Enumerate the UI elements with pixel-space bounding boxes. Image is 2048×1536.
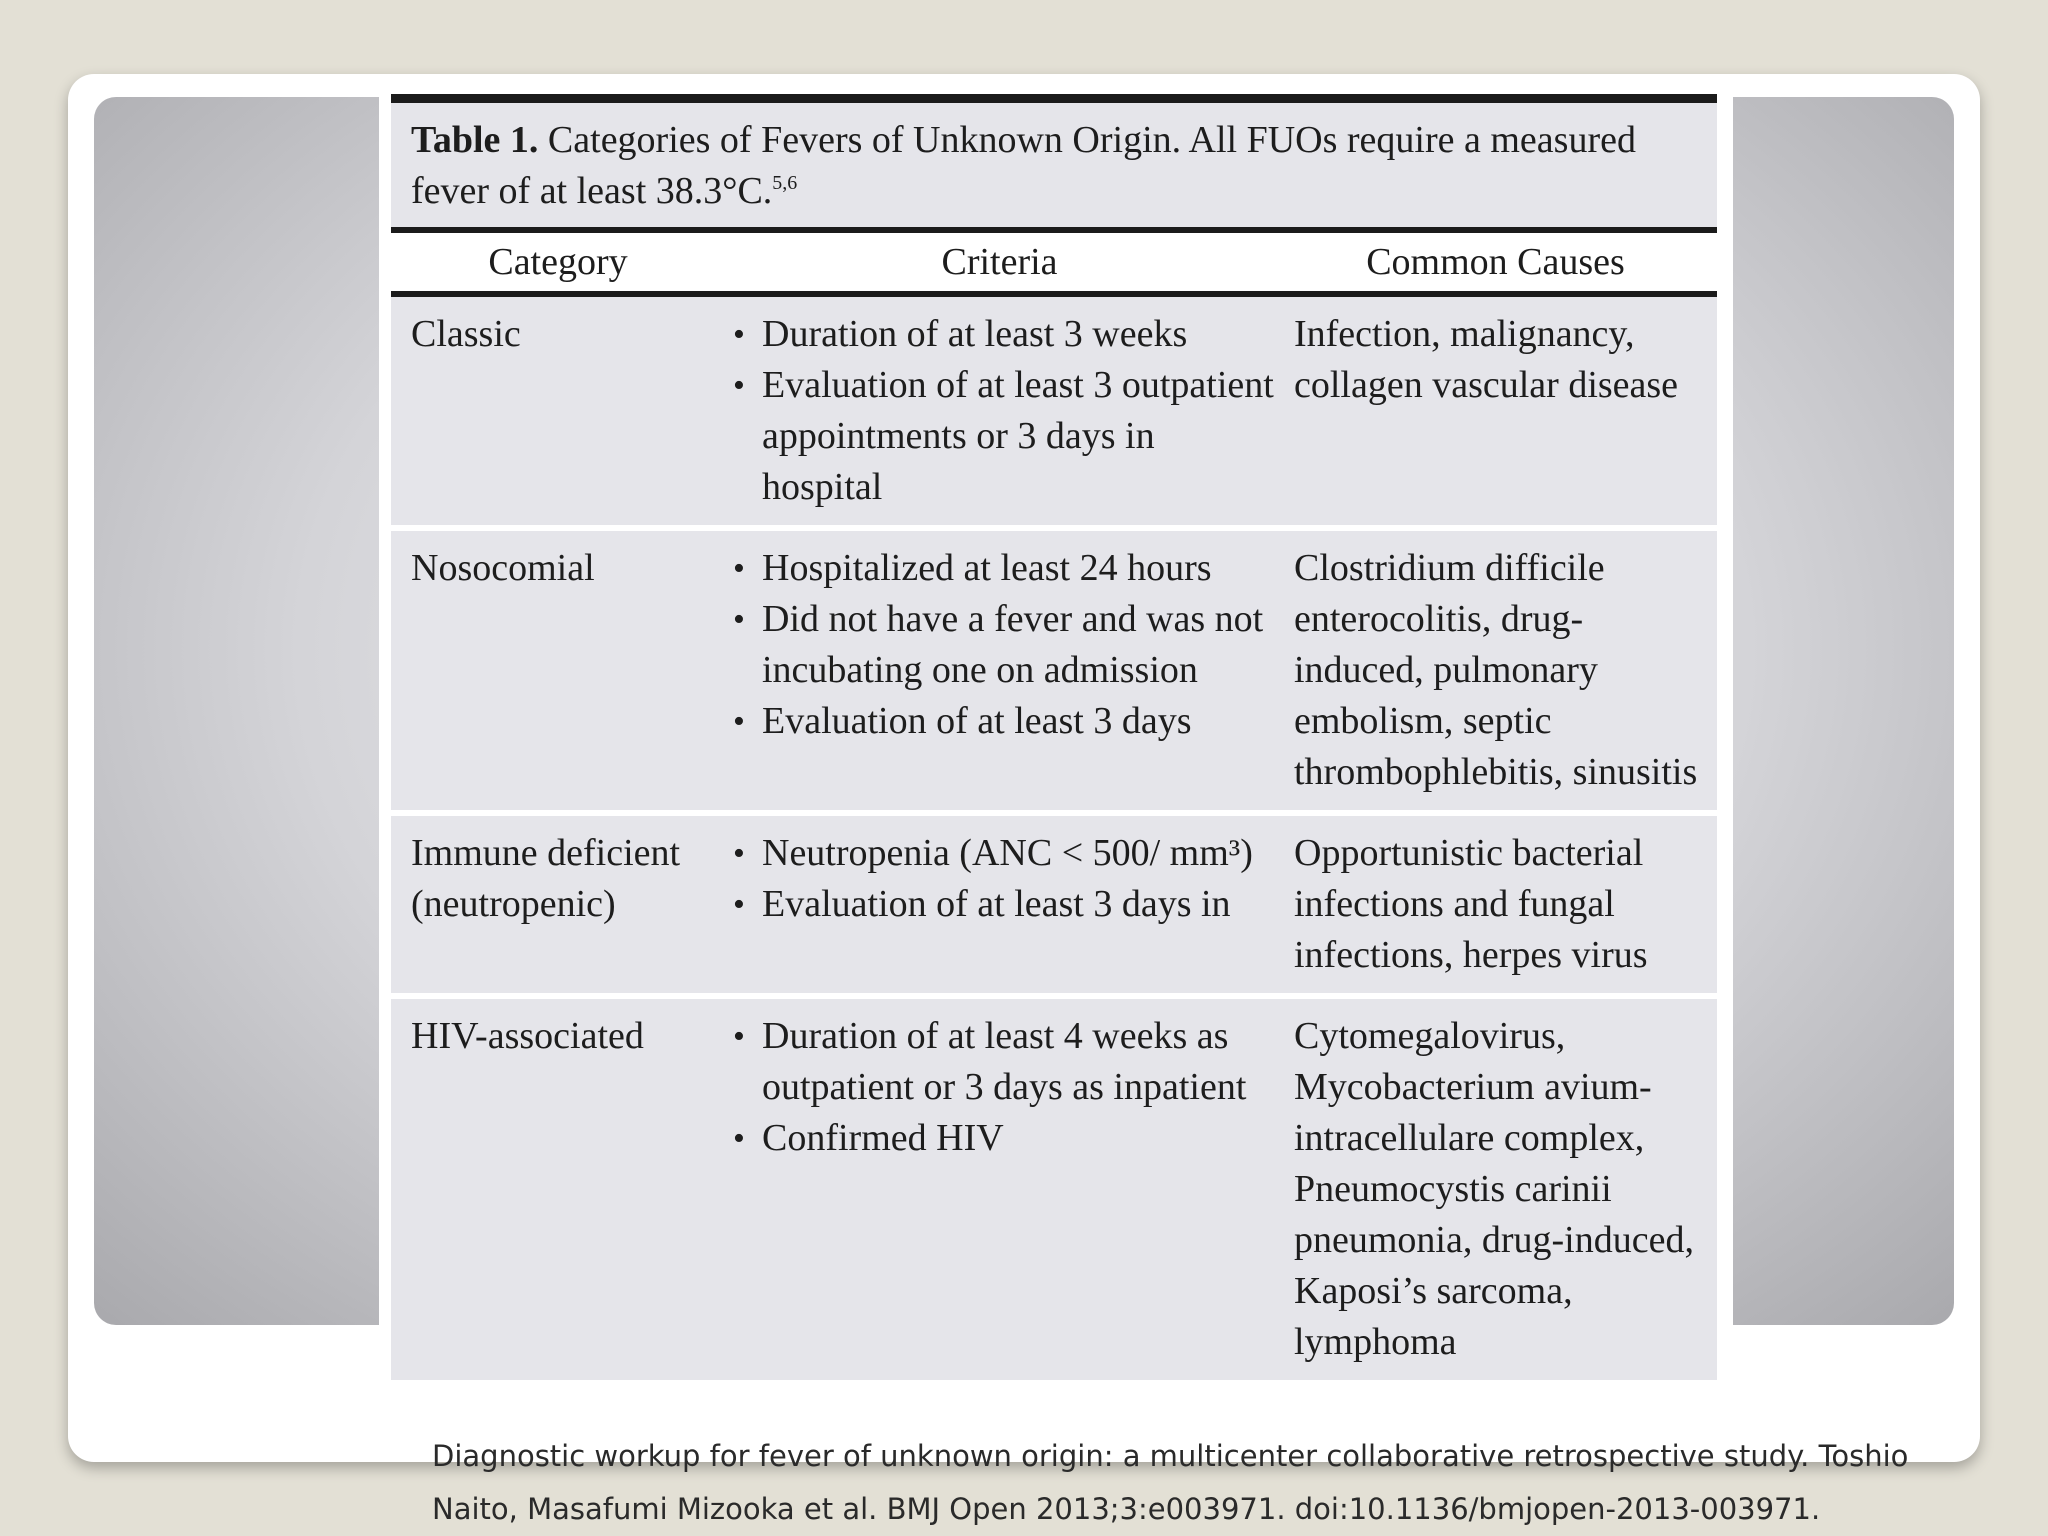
category-cell: Nosocomial	[411, 547, 595, 589]
causes-cell: Infection, malignancy, collagen vascular disease	[1294, 313, 1679, 406]
category-cell: Classic	[411, 313, 521, 355]
criteria-cell	[725, 816, 1274, 993]
criteria-item: • Did not have a fever and was not incubating one on admission	[725, 594, 1274, 696]
table-row	[391, 816, 1717, 999]
criteria-cell	[725, 531, 1274, 810]
citation-line: Diagnostic workup for fever of unknown origin: a multicenter collaborative retrospective study. Toshio	[432, 1439, 1909, 1473]
table-header-row	[391, 233, 1717, 291]
header-category: Category	[488, 241, 628, 283]
table-row	[391, 999, 1717, 1380]
criteria-item: • Evaluation of at least 3 outpatient appointments or 3 days in hospital	[725, 360, 1274, 513]
citation-line: Naito, Masafumi Mizooka et al. BMJ Open 2013;3:e003971. doi:10.1136/bmjopen-2013-003971.	[432, 1492, 1821, 1526]
criteria-item: • Hospitalized at least 24 hours	[725, 543, 1274, 594]
citation	[432, 1430, 1992, 1536]
criteria-cell	[725, 999, 1274, 1380]
category-cell: HIV-associated	[411, 1015, 644, 1057]
table-caption	[391, 103, 1717, 227]
header-criteria: Criteria	[941, 241, 1058, 283]
criteria-item: • Evaluation of at least 3 days	[725, 696, 1274, 747]
table-figure	[379, 88, 1733, 1428]
causes-cell: Cytomegalovirus, Mycobacterium avium-intracellulare complex, Pneumocystis carinii pneumonia, drug-induced, Kaposi’s sarcoma, lymphoma	[1294, 1015, 1694, 1363]
causes-cell: Clostridium difficile enterocolitis, drug-induced, pulmonary embolism, septic thrombophlebitis, sinusitis	[1294, 547, 1698, 793]
criteria-cell	[725, 297, 1274, 525]
header-common-causes: Common Causes	[1366, 241, 1625, 283]
table-row	[391, 297, 1717, 531]
criteria-item: • Evaluation of at least 3 days in	[725, 879, 1274, 930]
criteria-item: • Neutropenia (ANC < 500/ mm³)	[725, 828, 1274, 879]
table-row	[391, 531, 1717, 816]
criteria-item: • Duration of at least 3 weeks	[725, 309, 1274, 360]
table-caption-text: Categories of Fevers of Unknown Origin. All FUOs require a measured fever of at least 38.3°C.	[411, 119, 1636, 212]
category-cell: Immune deficient (neutropenic)	[411, 832, 681, 925]
fuo-categories-table	[391, 94, 1717, 1380]
criteria-item: • Duration of at least 4 weeks as outpatient or 3 days as inpatient	[725, 1011, 1274, 1113]
table-caption-label: Table 1.	[411, 119, 539, 161]
criteria-item: • Confirmed HIV	[725, 1113, 1274, 1164]
top-rule	[391, 94, 1717, 103]
table-caption-reference: 5,6	[772, 172, 798, 194]
causes-cell: Opportunistic bacterial infections and fungal infections, herpes virus	[1294, 832, 1648, 976]
